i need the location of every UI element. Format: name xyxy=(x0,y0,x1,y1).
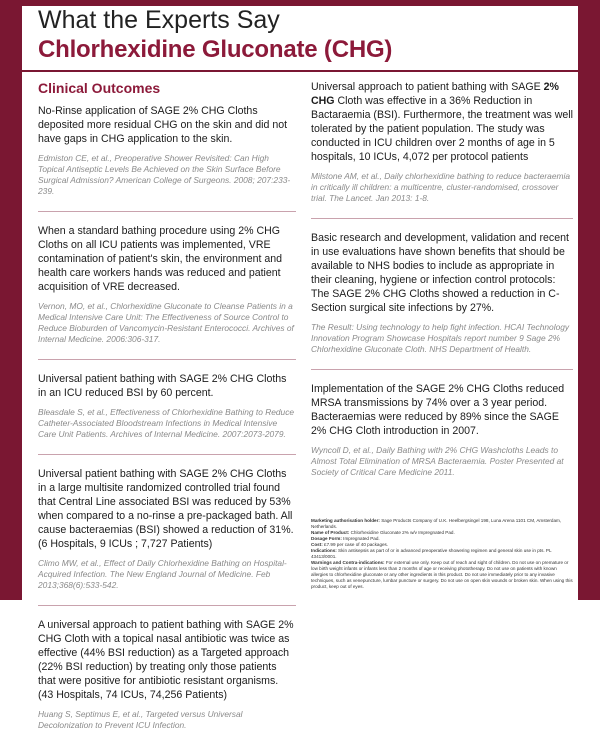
legal-warnings-text: For external use only. Keep out of reach and sight of children. Do not use on premature or low birth weight infants or infants less than 2 months of age or receiving phototherapy. Do not use on patients with known allergies to chlorhexidine gluconate or any other ingredients in this product. Do not use immediately prior to any invasive techniques, such as venepuncture, lumbar puncture or surgery. Do not use on open skin wounds or broken skin. When using this product, keep out of eyes. xyxy=(311,560,573,589)
divider xyxy=(38,211,296,212)
right-border xyxy=(578,0,600,600)
legal-marketing xyxy=(311,518,573,530)
citation-3: Bleasdale S, et al., Effectiveness of Chlorhexidine Bathing to Reduce Catheter-Associated Bloodstream Infections in Medical Intensive Care Unit Patients. Archives of Internal Medicine. 2007:2073-2079. xyxy=(38,407,295,439)
citation-8: Wyncoll D, et al., Daily Bathing with 2% CHG Washcloths Leads to Almost Total Elimination of MRSA Bacteraemia. Poster Presented at Society of Critical Care Medicine 2011. xyxy=(311,445,564,477)
legal-product-text: Chlorhexidine Gluconate 2% w/v Impregnated Pad. xyxy=(349,530,455,535)
legal-dosage-label: Dosage Form: xyxy=(311,536,342,541)
finding-6-rest: Cloth was effective in a 36% Reduction in Bactaraemia (BSI). Furthermore, the treatment was well tolerated by the patient population. The study was conducted in ICU children over 2 months of age in 5 hospitals, 10 ICUs, 4,072 per protocol patients xyxy=(311,95,573,163)
legal-cost-label: Cost: xyxy=(311,542,323,547)
citation-4: Climo MW, et al., Effect of Daily Chlorhexidine Bathing on Hospital-Acquired Infection. The New England Journal of Medicine. Feb 2013;368(6):533-542. xyxy=(38,558,287,590)
legal-indications xyxy=(311,548,573,560)
legal-warnings-label: Warnings and Contra-indications: xyxy=(311,560,385,565)
prescribing-information xyxy=(311,518,573,590)
finding-1: No-Rinse application of SAGE 2% CHG Cloths deposited more residual CHG on the skin and did not have gaps in CHG application to the skin. xyxy=(38,105,288,145)
left-border xyxy=(0,0,22,600)
divider xyxy=(38,454,296,455)
divider xyxy=(311,218,573,219)
citation-1: Edmiston CE, et al., Preoperative Shower Revisited: Can High Topical Antiseptic Levels Be Achieved on the Skin Surface Before Surgical Admission? American College of Surgeons. 2008; 207:233-239. xyxy=(38,153,291,196)
legal-indications-label: Indications: xyxy=(311,548,337,553)
page-title: Chlorhexidine Gluconate (CHG) xyxy=(38,36,393,63)
page-kicker: What the Experts Say xyxy=(38,6,280,34)
divider xyxy=(38,359,296,360)
citation-7: The Result: Using technology to help fight infection. HCAI Technology Innovation Program Showcase Hospitals report number 9 Sage 2% Chlorhexidine Gluconate Cloth. NHS Department of Health. xyxy=(311,322,570,354)
divider xyxy=(38,605,296,606)
citation-2: Vernon, MO, et al., Chlorhexidine Gluconate to Cleanse Patients in a Medical Intensive Care Unit: The Effectiveness of Source Control to Reduce Bioburden of Vancomycin-Resistant Enterococci. Archives of Internal Medicine. 2006:306-317. xyxy=(38,301,294,344)
legal-marketing-text: Sage Products Company of U.K. Heelbergsingel 198, Luna Arena 1101 CM, Amsterdam, Netherlands. xyxy=(311,518,562,529)
legal-marketing-label: Marketing authorisation holder: xyxy=(311,518,380,523)
citation-5: Huang S, Septimus E, et al., Targeted versus Universal Decolonization to Prevent ICU Infection. xyxy=(38,709,243,730)
right-column xyxy=(311,80,573,492)
finding-7: Basic research and development, validation and recent in use evaluations have shown benefits that should be available to NHS bodies to include as appropriate in their cleaning, hygiene or infection control protocols: The SAGE 2% CHG Cloths showed a reduction in C-Section surgical site infections by 27%. xyxy=(311,232,569,314)
finding-8: Implementation of the SAGE 2% CHG Cloths reduced MRSA transmissions by 74% over a 3 year period. Bacteraemias were reduced by 89% since the SAGE 2% CHG Cloth introduction in 2007. xyxy=(311,383,565,437)
left-column xyxy=(38,80,296,745)
legal-product-label: Name of Product: xyxy=(311,530,350,535)
finding-3: Universal patient bathing with SAGE 2% CHG Cloths in an ICU reduced BSI by 60 percent. xyxy=(38,373,287,399)
legal-cost-text: £7.99 per case of 40 packages. xyxy=(322,542,389,547)
finding-5: A universal approach to patient bathing with SAGE 2% CHG Cloth with a topical nasal antibiotic was twice as effective (44% BSI reduction) as a Targeted approach (22% BSI reduction) by treating only those patients that were positive for antibiotic resistant organisms. (43 Hospitals, 74 ICUs, 74,256 Patients) xyxy=(38,619,294,701)
finding-6-lead: Universal approach to patient bathing with SAGE xyxy=(311,81,544,93)
legal-warnings xyxy=(311,560,573,590)
legal-dosage-text: Impregnated Pad. xyxy=(341,536,380,541)
section-heading: Clinical Outcomes xyxy=(38,80,161,96)
finding-4: Universal patient bathing with SAGE 2% CHG Cloths in a large multisite randomized controlled trial found that Central Line associated BSI was reduced by 53% when compared to a no-rinse a pre-packaged bath. All cause bacteraemias (BSI) showed a reduction of 31%. (6 Hospitals, 9 ICUs ; 7,727 Patients) xyxy=(38,468,294,550)
finding-2: When a standard bathing procedure using 2% CHG Cloths on all ICU patients was implemented, VRE contamination of patient's skin, the environment and health care workers hands was reduced and patient acquisition of VRE decreased. xyxy=(38,225,283,293)
finding-6 xyxy=(311,80,573,164)
finding-6-emphasis: 2% CHG xyxy=(311,81,559,107)
header-rule xyxy=(22,70,578,72)
divider xyxy=(311,369,573,370)
citation-6: Milstone AM, et al., Daily chlorhexidine bathing to reduce bacteraemia in critically ill children: a multicentre, cluster-randomised, crossover trial. The Lancet. Jan 2013: 1-8. xyxy=(311,171,570,203)
legal-indications-text: Skin antisepsis as part of or in advanced preoperative showering regimen and general skin use in pts. PL 43413/0001. xyxy=(311,548,552,559)
